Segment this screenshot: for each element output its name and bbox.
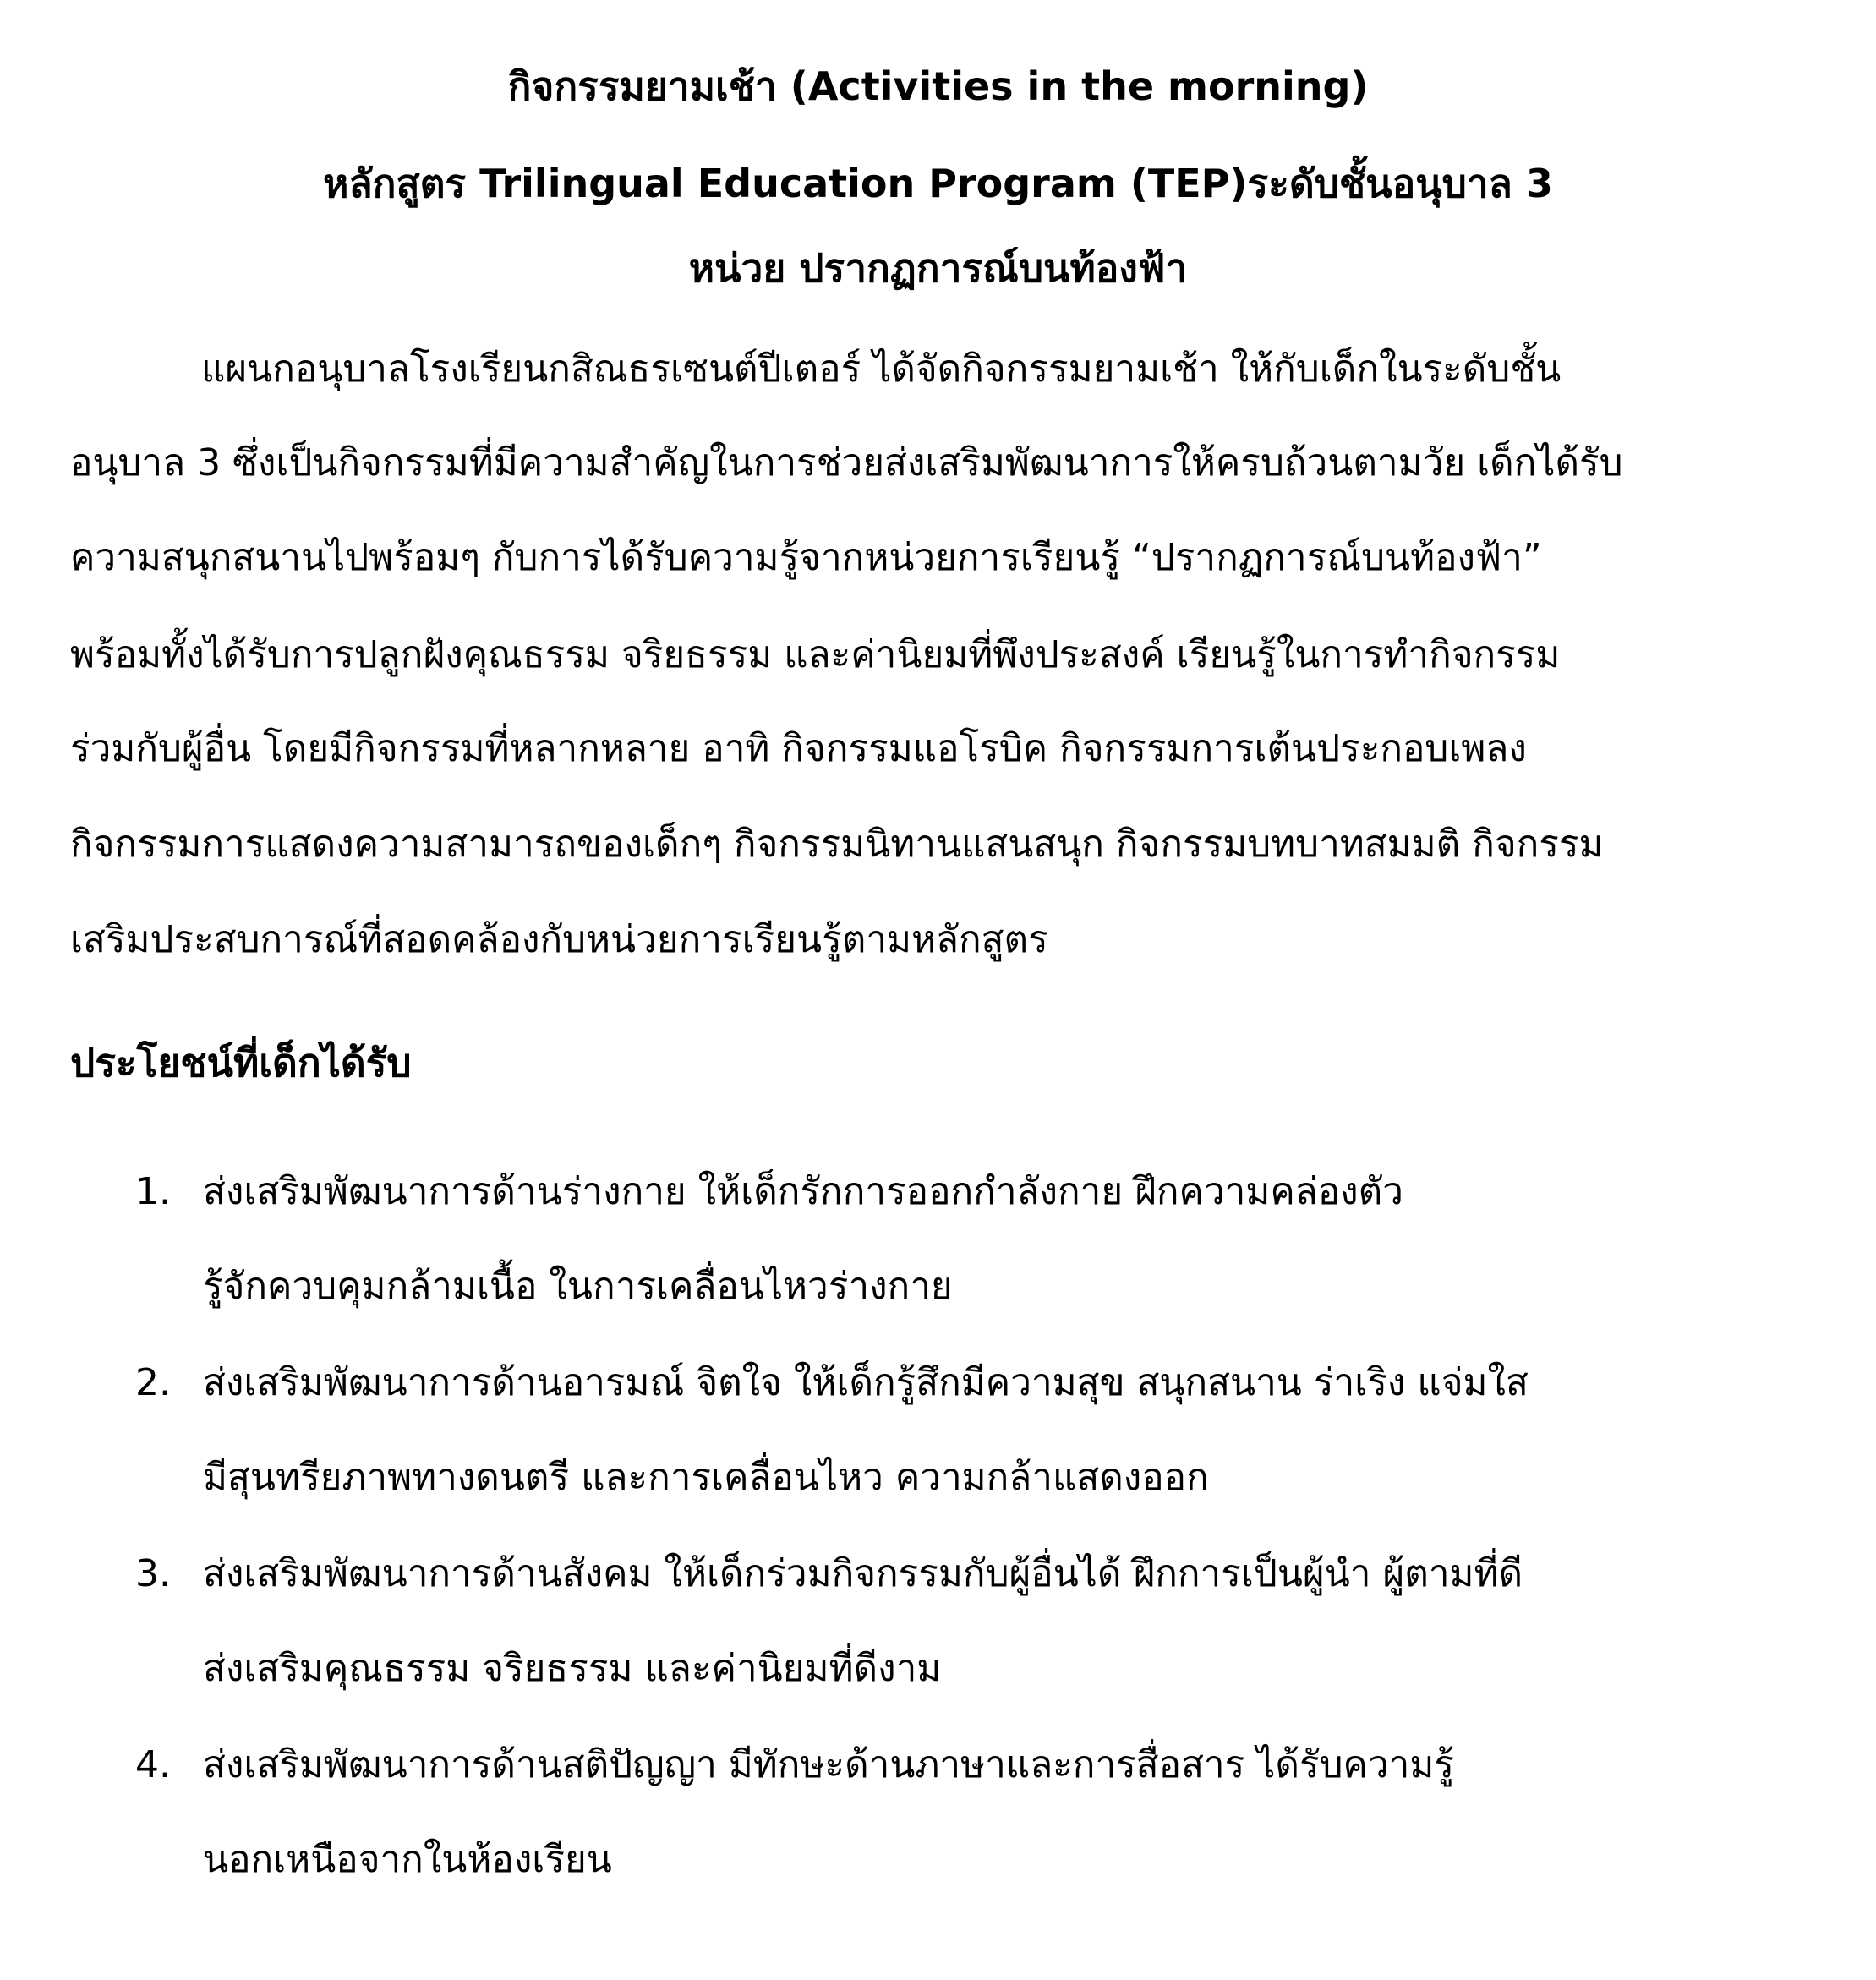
body-paragraph-line: อนุบาล 3 ซึ่งเป็นกิจกรรมที่มีความสำคัญในการช่วยส่งเสริมพัฒนาการให้ครบถ้วนตามวัย เด็กได้รับ [70,441,1623,484]
list-item-text: รู้จักควบคุมกล้ามเนื้อ ในการเคลื่อนไหวร่างกาย [203,1265,953,1308]
list-item-text: นอกเหนือจากในห้องเรียน [203,1838,612,1881]
body-paragraph-line: พร้อมทั้งได้รับการปลูกฝังคุณธรรม จริยธรรม และค่านิยมที่พึงประสงค์ เรียนรู้ในการทำกิจกรรม [70,633,1561,676]
document-title-line-1: กิจกรรมยามเช้า (Activities in the morning) [507,63,1369,109]
list-item-text: ส่งเสริมพัฒนาการด้านสติปัญญา มีทักษะด้านภาษาและการสื่อสาร ได้รับความรู้ [203,1743,1454,1786]
benefits-heading: ประโยชน์ที่เด็กได้รับ [70,1040,412,1086]
list-item-text: ส่งเสริมพัฒนาการด้านอารมณ์ จิตใจ ให้เด็กรู้สึกมีความสุข สนุกสนาน ร่าเริง แจ่มใส [203,1361,1529,1404]
list-item-text: ส่งเสริมพัฒนาการด้านสังคม ให้เด็กร่วมกิจกรรมกับผู้อื่นได้ ฝึกการเป็นผู้นำ ผู้ตามที่ดี [203,1552,1523,1595]
list-item-text: ส่งเสริมพัฒนาการด้านร่างกาย ให้เด็กรักการออกกำลังกาย ฝึกความคล่องตัว [203,1170,1403,1213]
body-paragraph-line: ความสนุกสนานไปพร้อมๆ กับการได้รับความรู้จากหน่วยการเรียนรู้ “ปรากฏการณ์บนท้องฟ้า” [70,536,1542,579]
body-paragraph-line: กิจกรรมการแสดงความสามารถของเด็กๆ กิจกรรมนิทานแสนสนุก กิจกรรมบทบาทสมมติ กิจกรรม [70,823,1604,866]
body-paragraph-line: แผนกอนุบาลโรงเรียนกสิณธรเซนต์ปีเตอร์ ได้จัดกิจกรรมยามเช้า ให้กับเด็กในระดับชั้น [201,347,1562,391]
list-item-number: 4. [135,1743,171,1786]
document-title-line-2: หลักสูตร Trilingual Education Program (TEP)ระดับชั้นอนุบาล 3 [323,161,1553,206]
document-title-line-3: หน่วย ปรากฏการณ์บนท้องฟ้า [688,245,1188,291]
list-item-text: ส่งเสริมคุณธรรม จริยธรรม และค่านิยมที่ดีงาม [203,1647,942,1690]
body-paragraph-line: เสริมประสบการณ์ที่สอดคล้องกับหน่วยการเรียนรู้ตามหลักสูตร [70,918,1048,961]
list-item-number: 2. [135,1361,171,1404]
body-paragraph-line: ร่วมกับผู้อื่น โดยมีกิจกรรมที่หลากหลาย อาทิ กิจกรรมแอโรบิค กิจกรรมการเต้นประกอบเพลง [70,727,1527,770]
list-item-number: 3. [135,1552,171,1595]
list-item-text: มีสุนทรียภาพทางดนตรี และการเคลื่อนไหว ความกล้าแสดงออก [203,1456,1209,1499]
list-item-number: 1. [135,1170,171,1213]
